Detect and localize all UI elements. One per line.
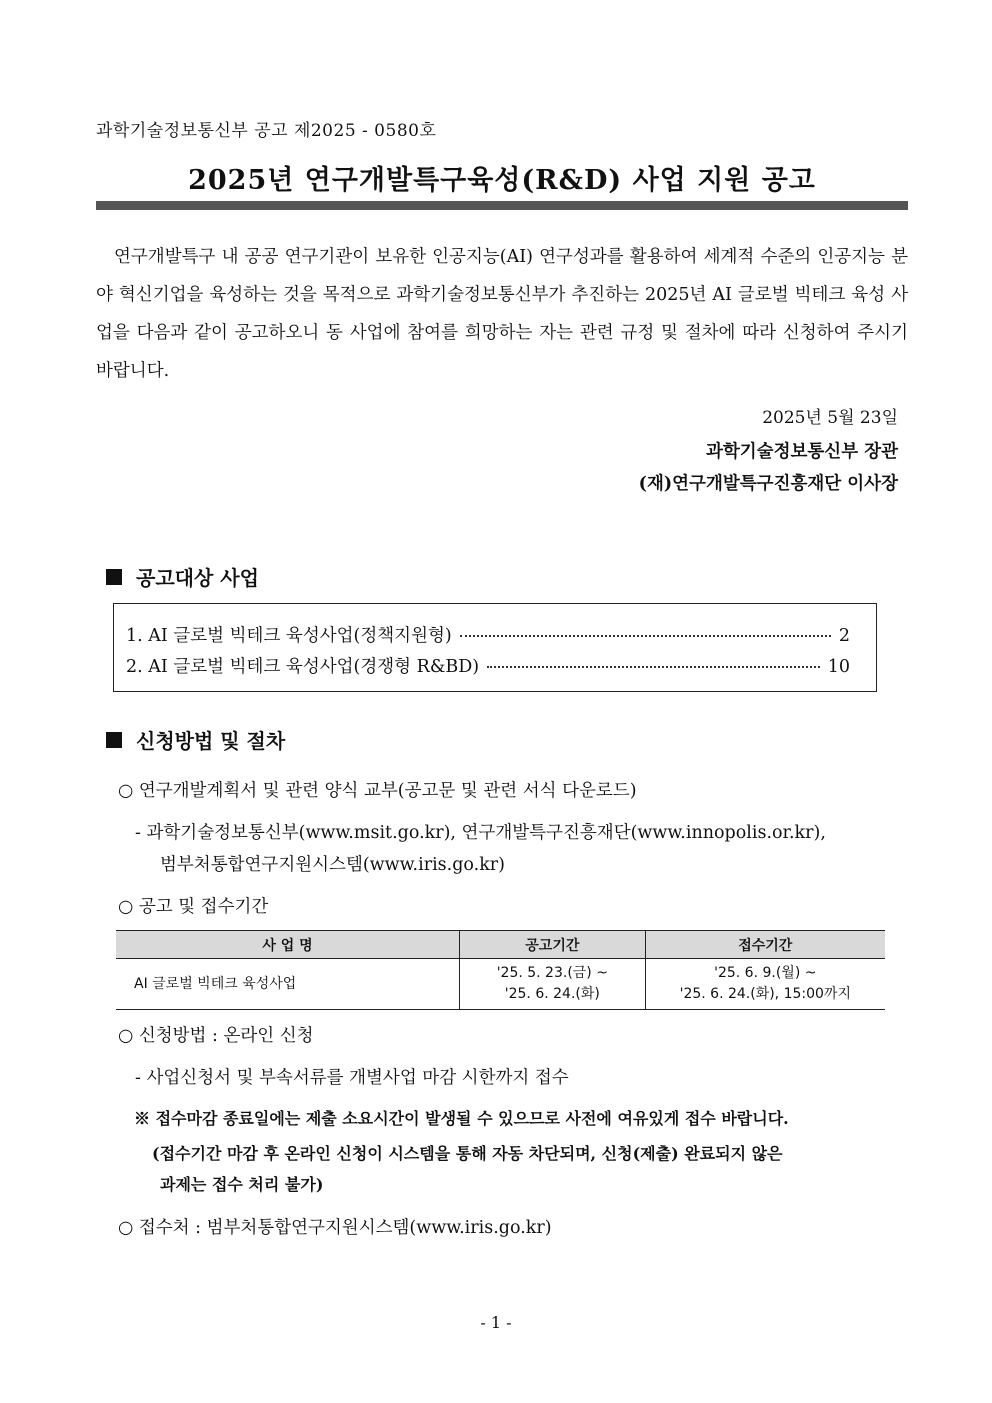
page-number: - 1 - <box>480 1313 512 1332</box>
cell-receipt-period <box>645 959 885 1010</box>
cell-notice-period <box>460 959 646 1010</box>
program-page: 10 <box>827 657 850 677</box>
column-header-program: 사 업 명 <box>116 931 460 959</box>
section-heading-text: 공고대상 사업 <box>136 566 259 590</box>
notice-period-start: '25. 5. 23.(금) ~ <box>496 965 608 981</box>
bullet-application-method: ○ 신청방법 : 온라인 신청 <box>118 1026 314 1046</box>
caution-note-line1: ※ 접수마감 종료일에는 제출 소요시간이 발생될 수 있으므로 사전에 여유있게 접수 바랍니다. <box>134 1109 789 1128</box>
title-divider <box>96 201 908 210</box>
column-header-notice-period: 공고기간 <box>460 931 646 959</box>
section-heading-target-programs <box>106 562 259 591</box>
program-title: 2. AI 글로벌 빅테크 육성사업(경쟁형 R&BD) <box>126 657 480 677</box>
receipt-period-start: '25. 6. 9.(월) ~ <box>714 965 817 981</box>
program-title: 1. AI 글로벌 빅테크 육성사업(정책지원형) <box>126 626 452 646</box>
download-sites-line2: 범부처통합연구지원시스템(www.iris.go.kr) <box>160 855 506 875</box>
table-row <box>116 959 885 1010</box>
intro-paragraph <box>96 238 908 390</box>
notice-date: 2025년 5월 23일 <box>762 408 898 428</box>
application-deadline-note: - 사업신청서 및 부속서류를 개별사업 마감 시한까지 접수 <box>135 1068 569 1088</box>
caution-note-line3: 과제는 접수 처리 불가) <box>160 1175 324 1194</box>
notice-number: 과학기술정보통신부 공고 제2025 - 0580호 <box>96 121 437 141</box>
schedule-table <box>116 930 885 1010</box>
program-list-item[interactable] <box>126 622 850 647</box>
caution-note-line2: (접수기간 마감 후 온라인 신청이 시스템을 통해 자동 차단되며, 신청(제출) 완료되지 않은 <box>152 1144 783 1163</box>
program-list-box <box>113 603 877 692</box>
bullet-submission-site: ○ 접수처 : 범부처통합연구지원시스템(www.iris.go.kr) <box>118 1218 552 1238</box>
bullet-forms-distribution: ○ 연구개발계획서 및 관련 양식 교부(공고문 및 관련 서식 다운로드) <box>118 781 637 801</box>
program-list-item[interactable] <box>126 653 850 678</box>
signature-foundation: (재)연구개발특구진흥재단 이사장 <box>638 474 898 494</box>
download-sites-line1: - 과학기술정보통신부(www.msit.go.kr), 연구개발특구진흥재단(www.innopolis.or.kr), <box>135 823 826 843</box>
leader-dots <box>487 666 820 668</box>
program-page: 2 <box>838 626 850 646</box>
square-bullet-icon <box>106 569 122 585</box>
notice-period-end: '25. 6. 24.(화) <box>504 986 600 1002</box>
receipt-period-end: '25. 6. 24.(화), 15:00까지 <box>679 986 851 1002</box>
bullet-periods: ○ 공고 및 접수기간 <box>118 897 269 917</box>
signature-minister: 과학기술정보통신부 장관 <box>705 442 898 462</box>
cell-program-name: AI 글로벌 빅테크 육성사업 <box>116 959 460 1010</box>
page-title: 2025년 연구개발특구육성(R&D) 사업 지원 공고 <box>188 165 816 196</box>
section-heading-application <box>106 725 285 754</box>
table-header-row <box>116 931 885 959</box>
square-bullet-icon <box>106 732 122 748</box>
column-header-receipt-period: 접수기간 <box>645 931 885 959</box>
section-heading-text: 신청방법 및 절차 <box>136 729 286 753</box>
intro-text: 연구개발특구 내 공공 연구기관이 보유한 인공지능(AI) 연구성과를 활용하여 세계적 수준의 인공지능 분야 혁신기업을 육성하는 것을 목적으로 과학기술정보통신부가 추진하는 2025년 AI 글로벌 빅테크 육성 사업을 다음과 같이 공고하오니 동 사업에 참여를 희망하는 자는 관련 규정 및 절차에 따라 신청하여 주시기 바랍니다. <box>96 247 908 381</box>
leader-dots <box>460 635 831 637</box>
